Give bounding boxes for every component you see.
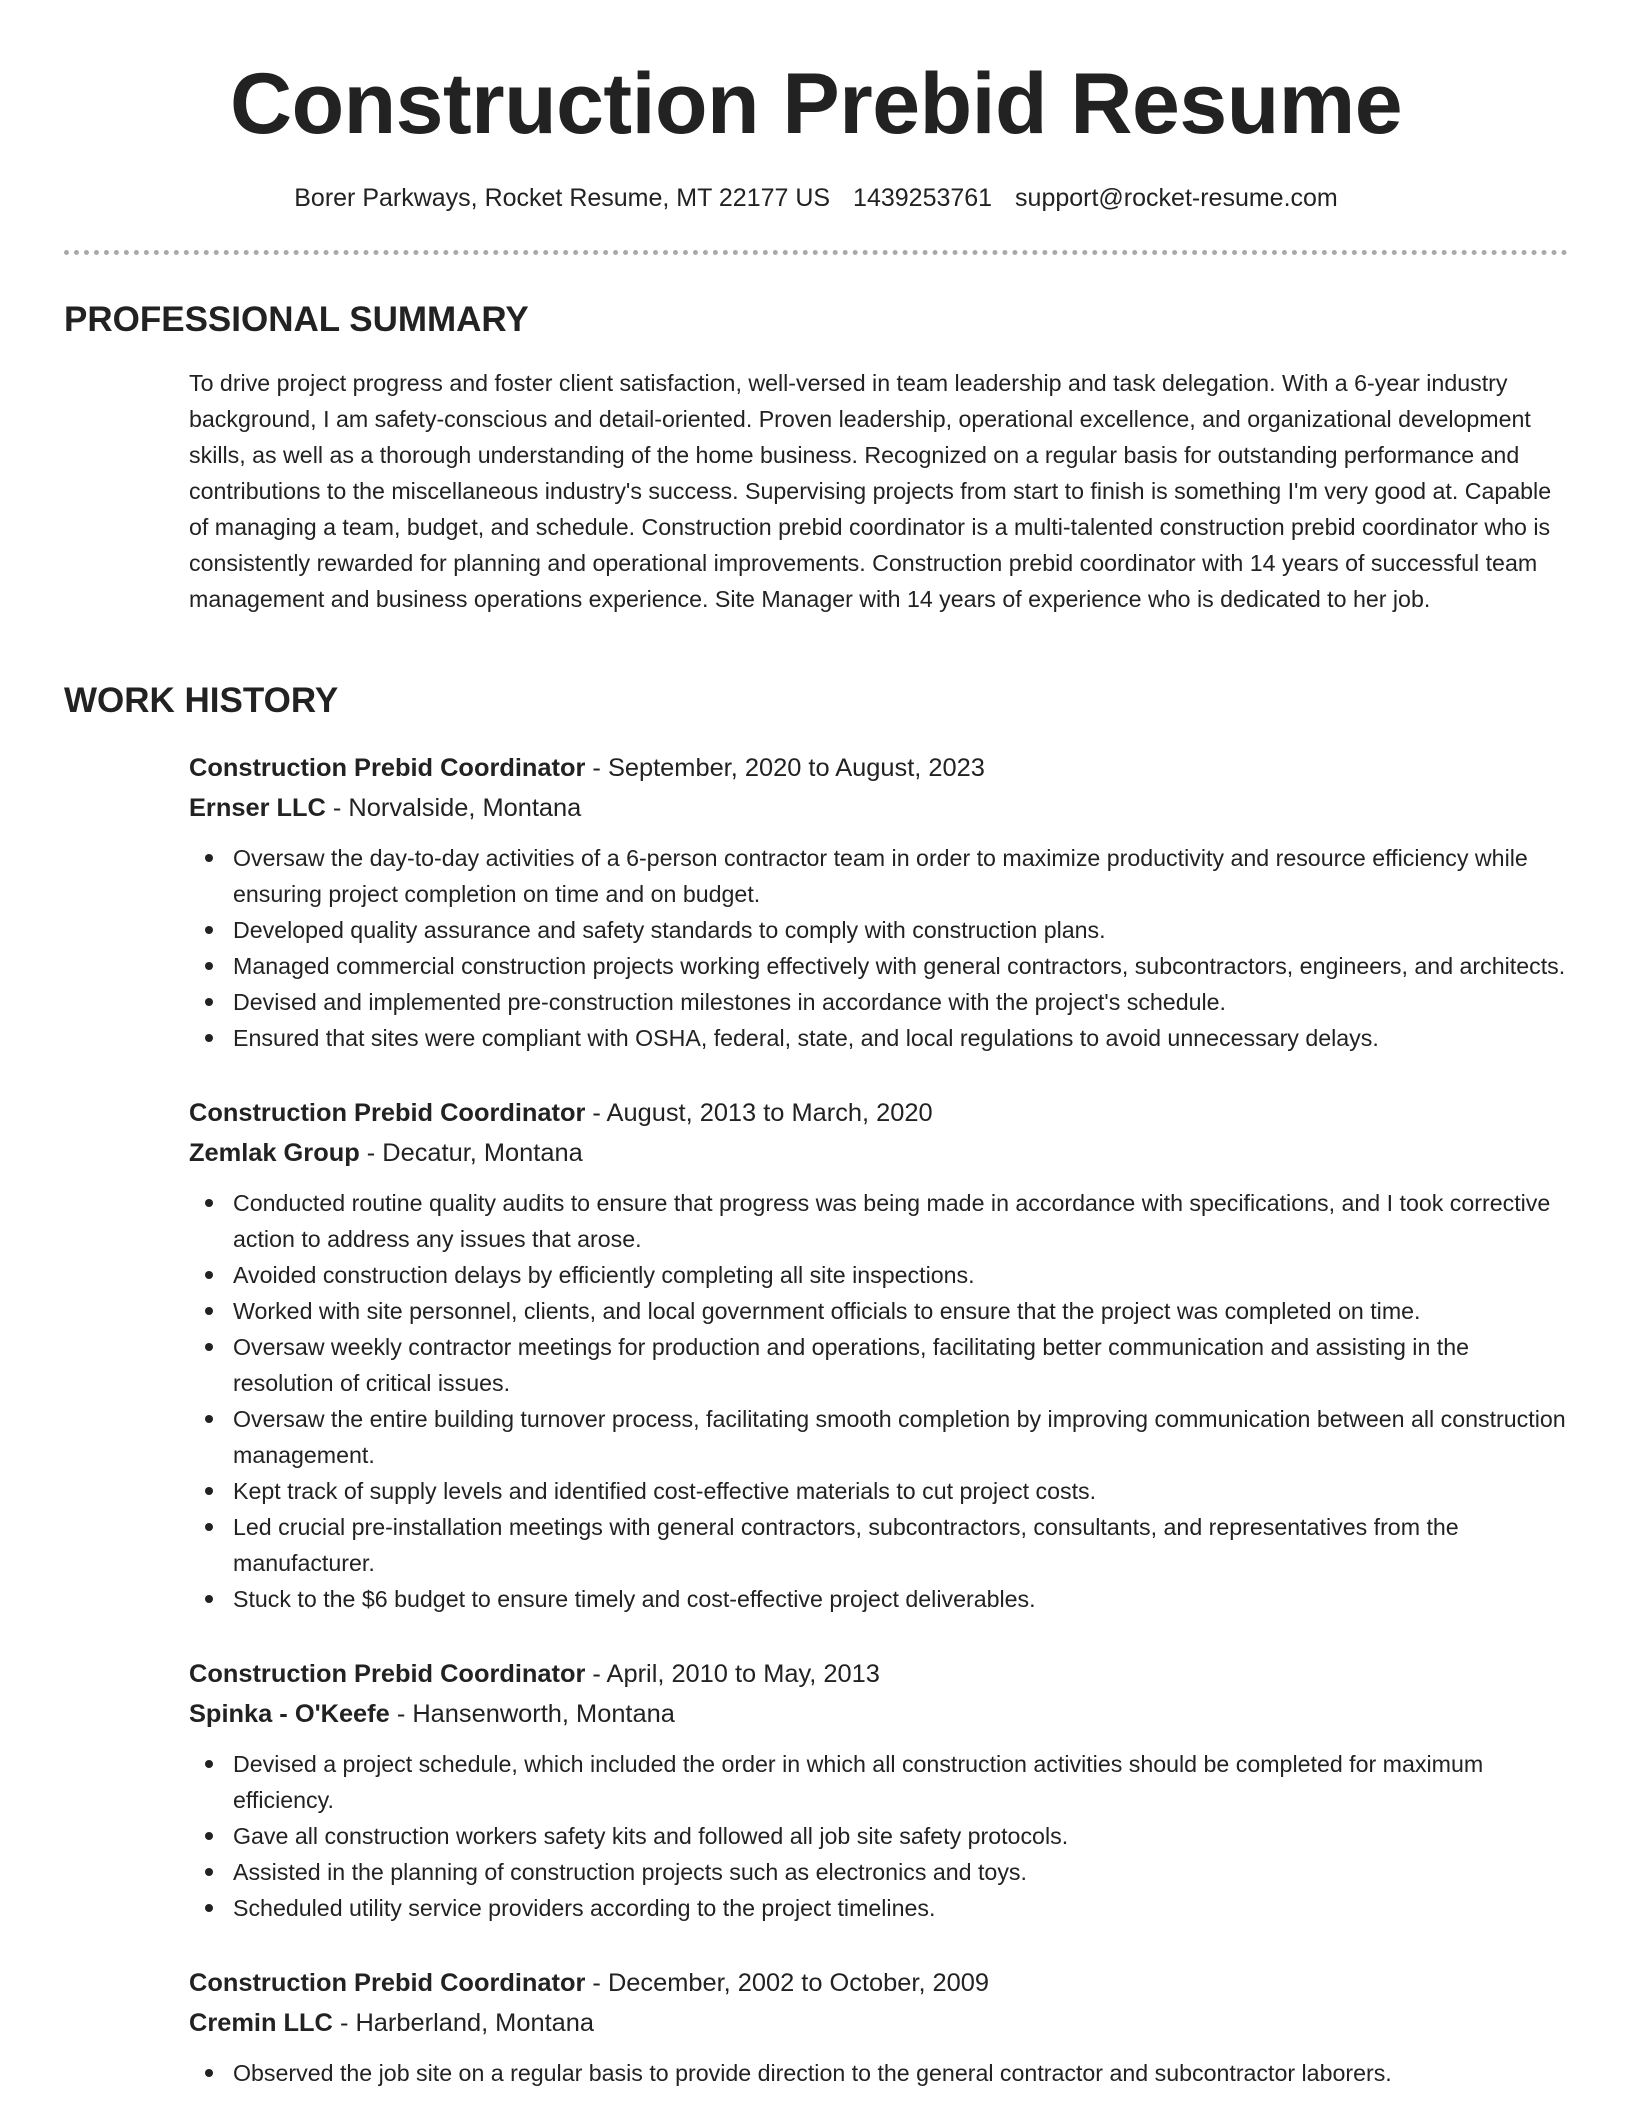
job-company: Ernser LLC (189, 794, 326, 822)
job-title: Construction Prebid Coordinator (189, 1660, 586, 1688)
job-location: - Harberland, Montana (332, 2009, 594, 2037)
duty-item: Kept track of supply levels and identified cost-effective materials to cut project costs. (233, 1473, 1571, 1509)
job-entry (189, 1963, 1571, 2091)
job-title-line (189, 748, 1571, 788)
job-duties (189, 2055, 1571, 2091)
duty-item: Assisted in the planning of construction projects such as electronics and toys. (233, 1854, 1571, 1890)
contact-phone: 1439253761 (853, 184, 993, 212)
job-entry (189, 1093, 1571, 1617)
resume-title: Construction Prebid Resume (229, 56, 1403, 152)
job-title-line (189, 1093, 1571, 1133)
duty-item: Scheduled utility service providers according to the project timelines. (233, 1890, 1571, 1926)
duty-item: Ensured that sites were compliant with OSHA, federal, state, and local regulations to avoid unnecessary delays. (233, 1020, 1571, 1056)
job-dates: - September, 2020 to August, 2023 (585, 754, 985, 782)
job-location: - Hansenworth, Montana (389, 1700, 675, 1728)
work-history-heading: WORK HISTORY (64, 681, 339, 720)
job-company: Spinka - O'Keefe (189, 1700, 390, 1728)
job-company-line (189, 788, 1571, 828)
duty-item: Oversaw the entire building turnover process, facilitating smooth completion by improving communication between all construction management. (233, 1401, 1571, 1473)
duty-item: Avoided construction delays by efficiently completing all site inspections. (233, 1257, 1571, 1293)
summary-heading: PROFESSIONAL SUMMARY (64, 300, 529, 339)
summary-text: To drive project progress and foster client satisfaction, well-versed in team leadership and task delegation. With a 6-year industry background, I am safety-conscious and detail-oriented. Proven leadership, operational excellence, and organizational development skills, as well as a thorough understanding of the home business. Recognized on a regular basis for outstanding performance and contributions to the miscellaneous industry's success. Supervising projects from start to finish is something I'm very good at. Capable of managing a team, budget, and schedule. Construction prebid coordinator is a multi-talented construction prebid coordinator who is consistently rewarded for planning and operational improvements. Construction prebid coordinator with 14 years of successful team management and business operations experience. Site Manager with 14 years of experience who is dedicated to her job. (189, 370, 1552, 612)
job-title-line (189, 1963, 1571, 2003)
duty-item: Managed commercial construction projects working effectively with general contractors, subcontractors, engineers, and architects. (233, 948, 1571, 984)
duty-item: Developed quality assurance and safety standards to comply with construction plans. (233, 912, 1571, 948)
duty-item: Devised and implemented pre-construction milestones in accordance with the project's schedule. (233, 984, 1571, 1020)
contact-address: Borer Parkways, Rocket Resume, MT 22177 US (294, 184, 831, 212)
duty-item: Oversaw the day-to-day activities of a 6-person contractor team in order to maximize productivity and resource efficiency while ensuring project completion on time and on budget. (233, 840, 1571, 912)
duty-item: Observed the job site on a regular basis to provide direction to the general contractor and subcontractor laborers. (233, 2055, 1571, 2091)
duty-item: Gave all construction workers safety kits and followed all job site safety protocols. (233, 1818, 1571, 1854)
job-title: Construction Prebid Coordinator (189, 754, 586, 782)
job-dates: - August, 2013 to March, 2020 (585, 1099, 933, 1127)
job-title: Construction Prebid Coordinator (189, 1969, 586, 1997)
job-duties (189, 840, 1571, 1056)
job-dates: - December, 2002 to October, 2009 (585, 1969, 990, 1997)
contact-email: support@rocket-resume.com (1015, 184, 1338, 212)
duty-item: Conducted routine quality audits to ensure that progress was being made in accordance with specifications, and I took corrective action to address any issues that arose. (233, 1185, 1571, 1257)
duty-item: Led crucial pre-installation meetings with general contractors, subcontractors, consultants, and representatives from the manufacturer. (233, 1509, 1571, 1581)
job-company-line (189, 1133, 1571, 1173)
job-location: - Norvalside, Montana (325, 794, 582, 822)
contact-line (0, 180, 1632, 216)
job-dates: - April, 2010 to May, 2013 (585, 1660, 880, 1688)
duty-item: Oversaw weekly contractor meetings for production and operations, facilitating better communication and assisting in the resolution of critical issues. (233, 1329, 1571, 1401)
job-company-line (189, 1694, 1571, 1734)
job-title: Construction Prebid Coordinator (189, 1099, 586, 1127)
job-company-line (189, 2003, 1571, 2043)
work-history-list (189, 748, 1571, 2112)
job-duties (189, 1185, 1571, 1617)
duty-item: Devised a project schedule, which included the order in which all construction activities should be completed for maximum efficiency. (233, 1746, 1571, 1818)
job-company: Zemlak Group (189, 1139, 360, 1167)
header-divider (64, 250, 1568, 255)
job-duties (189, 1746, 1571, 1926)
job-entry (189, 748, 1571, 1056)
job-company: Cremin LLC (189, 2009, 333, 2037)
duty-item: Stuck to the $6 budget to ensure timely and cost-effective project deliverables. (233, 1581, 1571, 1617)
duty-item: Worked with site personnel, clients, and local government officials to ensure that the project was completed on time. (233, 1293, 1571, 1329)
job-entry (189, 1654, 1571, 1926)
job-location: - Decatur, Montana (359, 1139, 583, 1167)
job-title-line (189, 1654, 1571, 1694)
